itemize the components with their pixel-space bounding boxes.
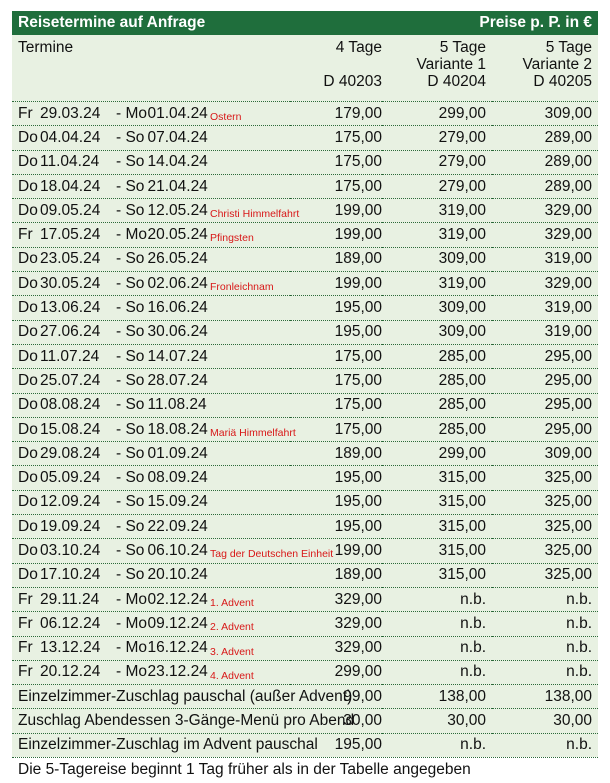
price-variante-1: n.b. (382, 612, 492, 636)
table-row (12, 660, 598, 684)
end-weekday: So (125, 420, 145, 438)
price-variante-2: 309,00 (492, 442, 598, 466)
date-range (12, 344, 290, 368)
price-4-tage: 175,00 (290, 344, 382, 368)
date-separator: - (116, 274, 126, 292)
date-range (12, 320, 290, 344)
end-weekday: So (125, 201, 145, 219)
start-weekday: Do (18, 566, 38, 584)
date-separator: - (116, 420, 126, 438)
price-variante-1: 315,00 (382, 563, 492, 587)
price-variante-2: 329,00 (492, 199, 598, 223)
price-4-tage: 189,00 (290, 247, 382, 271)
holiday-label: Pfingsten (210, 232, 254, 245)
date-range (12, 490, 290, 514)
start-date: 09.05.24 (40, 201, 101, 219)
start-date: 29.08.24 (40, 444, 101, 462)
date-range (12, 442, 290, 466)
table-row (12, 126, 598, 150)
surcharge-row (12, 685, 598, 709)
date-separator: - (116, 566, 126, 584)
price-variante-1: n.b. (382, 587, 492, 611)
price-table-panel (12, 11, 598, 781)
date-range (12, 126, 290, 150)
header-variante-1-code: D 40204 (427, 73, 486, 90)
price-variante-2: n.b. (492, 612, 598, 636)
start-date: 15.08.24 (40, 420, 101, 438)
surcharge-variante-1: 30,00 (382, 709, 492, 733)
end-date: 16.12.24 (147, 639, 208, 657)
header-variante-1 (382, 39, 486, 90)
price-4-tage: 329,00 (290, 636, 382, 660)
end-weekday: So (125, 566, 145, 584)
table-row (12, 272, 598, 296)
end-date: 06.10.24 (147, 541, 208, 559)
price-4-tage: 329,00 (290, 612, 382, 636)
start-weekday: Fr (18, 104, 33, 122)
price-variante-1: 309,00 (382, 247, 492, 271)
price-4-tage: 329,00 (290, 587, 382, 611)
start-weekday: Do (18, 541, 38, 559)
header-variante-2 (486, 39, 592, 90)
header-4-tage-line1: 4 Tage (335, 39, 382, 56)
end-date: 30.06.24 (147, 323, 208, 341)
price-variante-2: 289,00 (492, 126, 598, 150)
date-range (12, 587, 290, 611)
date-range (12, 296, 290, 320)
price-variante-1: n.b. (382, 660, 492, 684)
table-row (12, 442, 598, 466)
date-separator: - (116, 614, 126, 632)
start-date: 30.05.24 (40, 274, 101, 292)
end-date: 12.05.24 (147, 201, 208, 219)
date-separator: - (116, 347, 126, 365)
date-range (12, 515, 290, 539)
footnote: Die 5-Tagereise beginnt 1 Tag früher als in der Tabelle angegeben (12, 757, 598, 781)
price-variante-1: n.b. (382, 636, 492, 660)
surcharge-variante-1: n.b. (382, 733, 492, 757)
header-4-tage (290, 39, 382, 90)
date-range (12, 393, 290, 417)
price-variante-2: 289,00 (492, 150, 598, 174)
end-date: 16.06.24 (147, 299, 208, 317)
table-title-bar (12, 11, 598, 35)
price-variante-2: n.b. (492, 587, 598, 611)
header-variante-2-line2: Variante 2 (522, 56, 592, 73)
start-weekday: Fr (18, 614, 33, 632)
start-date: 27.06.24 (40, 323, 101, 341)
start-date: 19.09.24 (40, 517, 101, 535)
start-weekday: Do (18, 323, 38, 341)
start-date: 25.07.24 (40, 371, 101, 389)
end-date: 26.05.24 (147, 250, 208, 268)
end-date: 02.12.24 (147, 590, 208, 608)
surcharge-4-tage: 30,00 (290, 709, 382, 733)
date-range (12, 199, 300, 223)
column-headers (12, 35, 598, 101)
price-4-tage: 175,00 (290, 393, 382, 417)
table-row (12, 466, 598, 490)
price-4-tage: 195,00 (290, 466, 382, 490)
date-separator: - (116, 517, 126, 535)
date-separator: - (116, 201, 126, 219)
end-weekday: So (125, 274, 145, 292)
start-date: 05.09.24 (40, 469, 101, 487)
table-row (12, 515, 598, 539)
date-range (12, 369, 290, 393)
price-variante-1: 299,00 (382, 102, 492, 126)
date-range (12, 174, 290, 198)
holiday-label: Mariä Himmelfahrt (210, 426, 296, 439)
holiday-label: 4. Advent (210, 669, 254, 682)
price-4-tage: 299,00 (290, 660, 382, 684)
end-date: 08.09.24 (147, 469, 208, 487)
date-separator: - (116, 444, 126, 462)
end-date: 09.12.24 (147, 614, 208, 632)
date-range (12, 636, 290, 660)
price-variante-1: 309,00 (382, 320, 492, 344)
end-date: 02.06.24 (147, 274, 208, 292)
end-date: 22.09.24 (147, 517, 208, 535)
start-date: 08.08.24 (40, 396, 101, 414)
price-note: Preise p. P. in € (479, 14, 592, 31)
start-weekday: Fr (18, 639, 33, 657)
end-weekday: So (125, 128, 145, 146)
date-separator: - (116, 323, 126, 341)
date-separator: - (116, 153, 126, 171)
price-4-tage: 175,00 (290, 174, 382, 198)
price-4-tage: 179,00 (290, 102, 382, 126)
end-weekday: So (125, 347, 145, 365)
date-separator: - (116, 396, 126, 414)
date-range (12, 150, 290, 174)
end-weekday: Mo (125, 226, 148, 244)
surcharge-variante-2: 138,00 (492, 685, 598, 709)
start-date: 11.07.24 (40, 347, 100, 365)
end-date: 28.07.24 (147, 371, 208, 389)
header-variante-2-line1: 5 Tage (545, 39, 592, 56)
table-row (12, 247, 598, 271)
end-weekday: So (125, 396, 145, 414)
price-variante-1: 309,00 (382, 296, 492, 320)
start-weekday: Do (18, 177, 38, 195)
end-date: 18.08.24 (147, 420, 208, 438)
price-variante-1: 285,00 (382, 369, 492, 393)
start-date: 17.05.24 (40, 226, 101, 244)
end-weekday: So (125, 517, 145, 535)
end-weekday: So (125, 493, 145, 511)
start-date: 17.10.24 (40, 566, 101, 584)
date-range (12, 417, 296, 441)
surcharge-variante-2: 30,00 (492, 709, 598, 733)
date-separator: - (116, 639, 126, 657)
start-weekday: Do (18, 444, 38, 462)
surcharge-4-tage: 99,00 (290, 685, 382, 709)
price-variante-1: 315,00 (382, 490, 492, 514)
price-variante-2: 325,00 (492, 539, 598, 563)
table-row (12, 587, 598, 611)
end-weekday: So (125, 177, 145, 195)
start-weekday: Do (18, 274, 38, 292)
price-4-tage: 175,00 (290, 126, 382, 150)
holiday-label: Christi Himmelfahrt (210, 208, 300, 221)
end-weekday: Mo (125, 104, 148, 122)
date-separator: - (116, 590, 126, 608)
price-variante-1: 319,00 (382, 272, 492, 296)
start-weekday: Do (18, 347, 38, 365)
price-variante-1: 279,00 (382, 126, 492, 150)
surcharge-label: Einzelzimmer-Zuschlag im Advent pauschal (12, 733, 290, 757)
date-range (12, 247, 290, 271)
end-weekday: So (125, 541, 145, 559)
start-weekday: Do (18, 201, 38, 219)
table-row (12, 296, 598, 320)
start-weekday: Do (18, 420, 38, 438)
price-variante-2: 325,00 (492, 490, 598, 514)
holiday-label: 3. Advent (210, 645, 254, 658)
end-date: 07.04.24 (147, 128, 208, 146)
price-4-tage: 175,00 (290, 417, 382, 441)
price-variante-2: 325,00 (492, 466, 598, 490)
start-weekday: Do (18, 371, 38, 389)
price-variante-2: 295,00 (492, 417, 598, 441)
end-weekday: Mo (125, 614, 148, 632)
table-row (12, 174, 598, 198)
date-separator: - (116, 493, 126, 511)
price-variante-2: 309,00 (492, 102, 598, 126)
price-variante-1: 319,00 (382, 199, 492, 223)
table-row (12, 612, 598, 636)
header-variante-1-line1: 5 Tage (439, 39, 486, 56)
price-variante-2: n.b. (492, 660, 598, 684)
start-weekday: Do (18, 396, 38, 414)
start-date: 18.04.24 (40, 177, 101, 195)
date-separator: - (116, 299, 126, 317)
end-date: 14.07.24 (147, 347, 208, 365)
start-date: 23.05.24 (40, 250, 101, 268)
date-separator: - (116, 250, 126, 268)
price-4-tage: 189,00 (290, 442, 382, 466)
price-variante-1: 315,00 (382, 539, 492, 563)
price-4-tage: 195,00 (290, 490, 382, 514)
date-separator: - (116, 663, 126, 681)
end-date: 14.04.24 (147, 153, 208, 171)
date-range (12, 223, 290, 247)
price-4-tage: 195,00 (290, 320, 382, 344)
table-row (12, 223, 598, 247)
price-variante-2: 325,00 (492, 563, 598, 587)
price-4-tage: 199,00 (290, 539, 382, 563)
table-row (12, 417, 598, 441)
table-title: Reisetermine auf Anfrage (18, 14, 206, 31)
date-range (12, 466, 290, 490)
end-weekday: So (125, 250, 145, 268)
start-date: 06.12.24 (40, 614, 101, 632)
end-weekday: So (125, 469, 145, 487)
price-4-tage: 175,00 (290, 150, 382, 174)
start-weekday: Do (18, 128, 38, 146)
start-weekday: Fr (18, 590, 33, 608)
end-weekday: Mo (125, 639, 148, 657)
price-4-tage: 175,00 (290, 369, 382, 393)
price-variante-2: 295,00 (492, 393, 598, 417)
header-variante-2-code: D 40205 (533, 73, 592, 90)
end-date: 23.12.24 (147, 663, 208, 681)
date-range (12, 102, 290, 126)
price-variante-2: 289,00 (492, 174, 598, 198)
end-weekday: So (125, 153, 145, 171)
end-weekday: So (125, 371, 145, 389)
table-row (12, 102, 598, 126)
price-4-tage: 199,00 (290, 223, 382, 247)
surcharge-label: Einzelzimmer-Zuschlag pauschal (außer Advent) (12, 685, 290, 709)
date-separator: - (116, 128, 126, 146)
start-date: 13.12.24 (40, 639, 101, 657)
start-weekday: Do (18, 299, 38, 317)
surcharge-row (12, 733, 598, 757)
table-row (12, 320, 598, 344)
start-weekday: Do (18, 493, 38, 511)
price-variante-1: 285,00 (382, 393, 492, 417)
start-date: 12.09.24 (40, 493, 101, 511)
table-row (12, 563, 598, 587)
surcharge-row (12, 709, 598, 733)
table-row (12, 539, 598, 563)
table-row (12, 393, 598, 417)
table-row (12, 344, 598, 368)
holiday-label: 1. Advent (210, 596, 254, 609)
end-date: 15.09.24 (147, 493, 208, 511)
surcharge-variante-2: n.b. (492, 733, 598, 757)
end-weekday: Mo (125, 663, 148, 681)
price-variante-2: 319,00 (492, 296, 598, 320)
price-variante-1: 285,00 (382, 344, 492, 368)
price-variante-2: 319,00 (492, 320, 598, 344)
header-4-tage-line2 (290, 56, 382, 73)
surcharge-variante-1: 138,00 (382, 685, 492, 709)
start-date: 29.03.24 (40, 104, 101, 122)
price-variante-1: 285,00 (382, 417, 492, 441)
start-date: 04.04.24 (40, 128, 101, 146)
start-weekday: Do (18, 250, 38, 268)
table-row (12, 636, 598, 660)
price-4-tage: 199,00 (290, 199, 382, 223)
end-date: 20.10.24 (147, 566, 208, 584)
start-date: 13.06.24 (40, 299, 101, 317)
table-row (12, 490, 598, 514)
date-separator: - (116, 371, 126, 389)
start-weekday: Do (18, 153, 38, 171)
holiday-label: 2. Advent (210, 621, 254, 634)
price-variante-2: n.b. (492, 636, 598, 660)
end-date: 20.05.24 (147, 226, 208, 244)
table-row (12, 199, 598, 223)
date-separator: - (116, 226, 126, 244)
date-range (12, 612, 290, 636)
start-date: 20.12.24 (40, 663, 101, 681)
header-variante-1-line2: Variante 1 (416, 56, 486, 73)
end-weekday: So (125, 299, 145, 317)
start-date: 03.10.24 (40, 541, 101, 559)
price-variante-1: 319,00 (382, 223, 492, 247)
date-range (12, 539, 334, 563)
price-variante-2: 325,00 (492, 515, 598, 539)
price-variante-1: 279,00 (382, 150, 492, 174)
price-4-tage: 189,00 (290, 563, 382, 587)
holiday-label: Ostern (210, 111, 242, 123)
start-date: 29.11.24 (40, 590, 100, 608)
table-row (12, 369, 598, 393)
date-separator: - (116, 104, 126, 122)
date-range (12, 563, 290, 587)
table-row (12, 150, 598, 174)
surcharge-label: Zuschlag Abendessen 3-Gänge-Menü pro Abend (12, 709, 290, 733)
price-4-tage: 195,00 (290, 515, 382, 539)
price-variante-2: 329,00 (492, 272, 598, 296)
holiday-label: Tag der Deutschen Einheit (210, 548, 334, 561)
end-date: 11.08.24 (147, 396, 207, 414)
date-range (12, 660, 290, 684)
price-variante-2: 295,00 (492, 344, 598, 368)
surcharge-4-tage: 195,00 (290, 733, 382, 757)
start-weekday: Fr (18, 226, 33, 244)
header-4-tage-code: D 40203 (323, 73, 382, 90)
start-weekday: Fr (18, 663, 33, 681)
date-separator: - (116, 541, 126, 559)
end-date: 01.04.24 (147, 104, 208, 122)
date-range (12, 272, 290, 296)
price-variante-1: 315,00 (382, 515, 492, 539)
start-weekday: Do (18, 469, 38, 487)
price-variante-2: 319,00 (492, 247, 598, 271)
end-date: 01.09.24 (147, 444, 208, 462)
end-weekday: Mo (125, 590, 148, 608)
holiday-label: Fronleichnam (210, 281, 274, 294)
dates-table (12, 101, 598, 757)
start-weekday: Do (18, 517, 38, 535)
end-weekday: So (125, 323, 145, 341)
start-date: 11.04.24 (40, 153, 100, 171)
price-variante-1: 315,00 (382, 466, 492, 490)
end-weekday: So (125, 444, 145, 462)
price-variante-1: 299,00 (382, 442, 492, 466)
price-variante-1: 279,00 (382, 174, 492, 198)
price-4-tage: 199,00 (290, 272, 382, 296)
date-separator: - (116, 177, 126, 195)
price-variante-2: 295,00 (492, 369, 598, 393)
header-termine: Termine (18, 39, 74, 56)
price-variante-2: 329,00 (492, 223, 598, 247)
price-4-tage: 195,00 (290, 296, 382, 320)
end-date: 21.04.24 (147, 177, 208, 195)
date-separator: - (116, 469, 126, 487)
